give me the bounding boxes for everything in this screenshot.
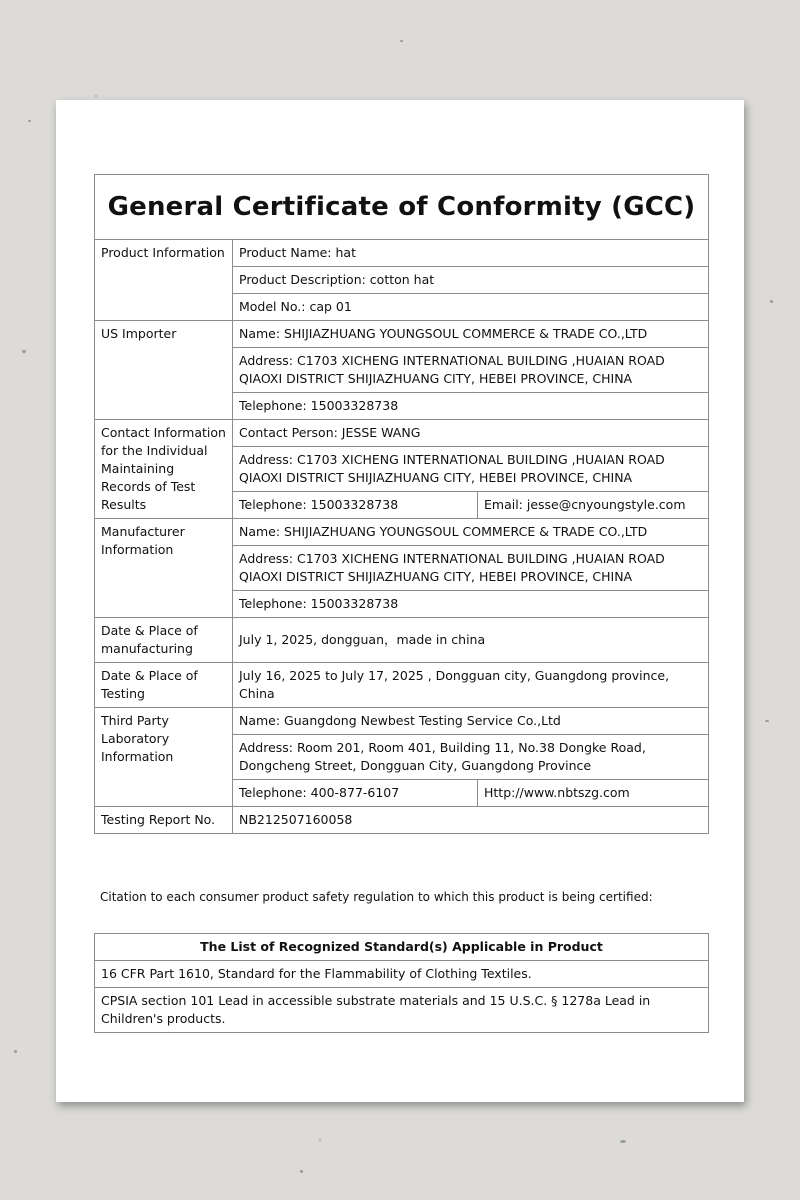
certificate-table	[94, 174, 709, 834]
contact-telephone: Telephone: 15003328738	[233, 492, 478, 519]
model-number: Model No.: cap 01	[233, 294, 709, 321]
contact-email: Email: jesse@cnyoungstyle.com	[478, 492, 709, 519]
background-speck	[300, 1170, 303, 1173]
standards-table	[94, 933, 709, 1033]
standards-header: The List of Recognized Standard(s) Applicable in Product	[95, 934, 709, 961]
contact-label: Contact Information for the Individual Maintaining Records of Test Results	[95, 420, 233, 519]
lab-label: Third Party Laboratory Information	[95, 708, 233, 807]
importer-name: Name: SHIJIAZHUANG YOUNGSOUL COMMERCE & TRADE CO.,LTD	[233, 321, 709, 348]
report-label: Testing Report No.	[95, 807, 233, 834]
importer-address: Address: C1703 XICHENG INTERNATIONAL BUILDING ,HUAIAN ROAD QIAOXI DISTRICT SHIJIAZHUANG CITY, HEBEI PROVINCE, CHINA	[233, 348, 709, 393]
background-speck	[28, 120, 31, 122]
manufacturing-value: July 1, 2025, dongguan，made in china	[233, 618, 709, 663]
importer-label: US Importer	[95, 321, 233, 420]
certificate-title: General Certificate of Conformity (GCC)	[95, 175, 709, 240]
background-speck	[620, 1140, 626, 1143]
importer-telephone: Telephone: 15003328738	[233, 393, 709, 420]
report-number: NB212507160058	[233, 807, 709, 834]
testing-label: Date & Place of Testing	[95, 663, 233, 708]
manufacturing-label: Date & Place of manufacturing	[95, 618, 233, 663]
product-description: Product Description: cotton hat	[233, 267, 709, 294]
manufacturer-label: Manufacturer Information	[95, 519, 233, 618]
citation-text: Citation to each consumer product safety regulation to which this product is being certified:	[100, 890, 653, 904]
testing-value: July 16, 2025 to July 17, 2025 , Dongguan city, Guangdong province, China	[233, 663, 709, 708]
standard-item: CPSIA section 101 Lead in accessible substrate materials and 15 U.S.C. § 1278a Lead in Children's products.	[95, 988, 709, 1033]
certificate-page	[56, 100, 744, 1102]
background-speck	[770, 300, 773, 303]
background-speck	[14, 1050, 17, 1053]
standard-item: 16 CFR Part 1610, Standard for the Flammability of Clothing Textiles.	[95, 961, 709, 988]
contact-person: Contact Person: JESSE WANG	[233, 420, 709, 447]
background-speck	[22, 350, 26, 353]
product-name: Product Name: hat	[233, 240, 709, 267]
lab-name: Name: Guangdong Newbest Testing Service Co.,Ltd	[233, 708, 709, 735]
manufacturer-address: Address: C1703 XICHENG INTERNATIONAL BUILDING ,HUAIAN ROAD QIAOXI DISTRICT SHIJIAZHUANG CITY, HEBEI PROVINCE, CHINA	[233, 546, 709, 591]
background-speck	[765, 720, 769, 722]
lab-address: Address: Room 201, Room 401, Building 11, No.38 Dongke Road, Dongcheng Street, Dongguan City, Guangdong Province	[233, 735, 709, 780]
manufacturer-name: Name: SHIJIAZHUANG YOUNGSOUL COMMERCE & TRADE CO.,LTD	[233, 519, 709, 546]
product-info-label: Product Information	[95, 240, 233, 321]
manufacturer-telephone: Telephone: 15003328738	[233, 591, 709, 618]
background-speck	[400, 40, 403, 42]
lab-website: Http://www.nbtszg.com	[478, 780, 709, 807]
lab-telephone: Telephone: 400-877-6107	[233, 780, 478, 807]
contact-address: Address: C1703 XICHENG INTERNATIONAL BUILDING ,HUAIAN ROAD QIAOXI DISTRICT SHIJIAZHUANG CITY, HEBEI PROVINCE, CHINA	[233, 447, 709, 492]
